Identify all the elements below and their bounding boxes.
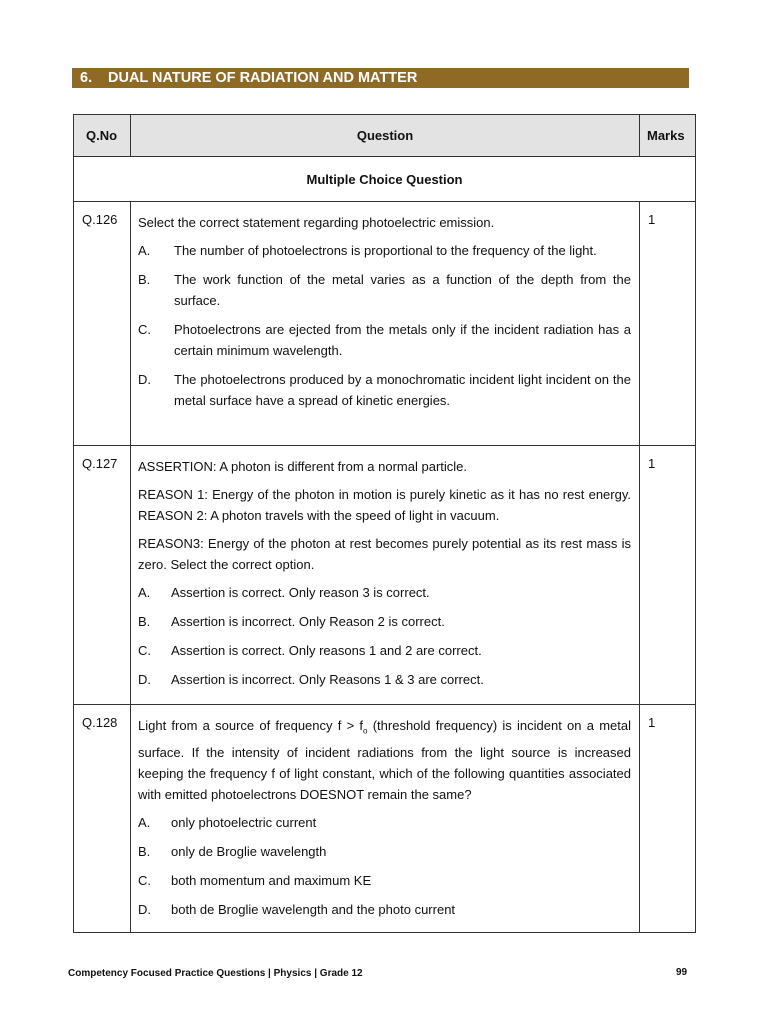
option-text: only photoelectric current: [171, 814, 317, 830]
option-label: B.: [138, 272, 151, 287]
question-body: [131, 705, 640, 933]
table-row: [74, 446, 696, 705]
option-text: Photoelectrons are ejected from the metals only if the incident radiation has a certain minimum wavelength.: [174, 322, 631, 358]
option-a: [138, 582, 631, 603]
table-header-row: [74, 115, 696, 157]
header-marks: Marks: [640, 115, 696, 157]
question-body: [131, 202, 640, 446]
assertion-text: ASSERTION: A photon is different from a normal particle.: [138, 459, 468, 474]
question-stem: [138, 715, 631, 805]
option-text: both momentum and maximum KE: [171, 872, 372, 888]
question-number: Q.126: [74, 202, 131, 446]
option-text: Assertion is incorrect. Only Reason 2 is correct.: [171, 614, 445, 629]
option-label: A.: [138, 585, 151, 600]
section-title: Multiple Choice Question: [74, 157, 696, 202]
option-label: C.: [138, 872, 151, 888]
questions-table: [73, 114, 696, 933]
option-b: [138, 611, 631, 632]
subscript: o: [363, 726, 368, 736]
header-question: Question: [131, 115, 640, 157]
option-d: [138, 369, 631, 411]
question-number: Q.128: [74, 705, 131, 933]
option-text: Assertion is correct. Only reasons 1 and 2 are correct.: [171, 643, 482, 658]
option-label: D.: [138, 672, 151, 687]
option-label: A.: [138, 814, 151, 830]
option-label: C.: [138, 643, 151, 658]
option-c: [138, 319, 631, 361]
question-marks: 1: [640, 705, 696, 933]
reason-text: REASON 1: Energy of the photon in motion is purely kinetic as it has no rest energy. REASON 2: A photon travels with the speed of light in vacuum.: [138, 487, 631, 523]
chapter-title: DUAL NATURE OF RADIATION AND MATTER: [108, 70, 418, 86]
question-stem: Select the correct statement regarding photoelectric emission.: [138, 215, 495, 230]
section-row: [74, 157, 696, 202]
table-row: [74, 202, 696, 446]
option-text: The number of photoelectrons is proportional to the frequency of the light.: [174, 243, 597, 258]
option-label: B.: [138, 614, 151, 629]
option-d: [138, 669, 631, 690]
header-qno: Q.No: [74, 115, 131, 157]
option-text: Assertion is correct. Only reason 3 is correct.: [171, 585, 430, 600]
option-label: C.: [138, 322, 151, 337]
table-row: [74, 705, 696, 933]
page-number: 99: [676, 967, 688, 978]
option-text: The photoelectrons produced by a monochromatic incident light incident on the metal surface have a spread of kinetic energies.: [174, 372, 631, 408]
option-label: A.: [138, 243, 151, 258]
option-c: [138, 870, 631, 891]
footer-text: Competency Focused Practice Questions | Physics | Grade 12: [68, 968, 363, 979]
question-marks: 1: [640, 202, 696, 446]
option-a: [138, 240, 631, 261]
chapter-heading: [72, 68, 689, 88]
option-text: both de Broglie wavelength and the photo current: [171, 901, 456, 917]
option-text: Assertion is incorrect. Only Reasons 1 & 3 are correct.: [171, 672, 484, 687]
option-label: B.: [138, 843, 151, 859]
question-marks: 1: [640, 446, 696, 705]
option-text: only de Broglie wavelength: [171, 843, 327, 859]
chapter-number: 6.: [80, 70, 93, 86]
question-body: [131, 446, 640, 705]
reason-text: REASON3: Energy of the photon at rest becomes purely potential as its rest mass is zero. Select the correct option.: [138, 536, 631, 572]
stem-text: (threshold frequency) is incident on a metal surface. If the intensity of incident radiations from the light source is increased keeping the frequency f of light constant, which of the following quantities associated with emitted photoelectrons DOESNOT remain the same?: [138, 718, 631, 802]
question-number: Q.127: [74, 446, 131, 705]
option-d: [138, 899, 631, 920]
stem-text: Light from a source of frequency f > f: [138, 718, 364, 733]
option-text: The work function of the metal varies as a function of the depth from the surface.: [174, 272, 631, 308]
option-b: [138, 841, 631, 862]
option-b: [138, 269, 631, 311]
option-a: [138, 812, 631, 833]
option-c: [138, 640, 631, 661]
option-label: D.: [138, 372, 151, 387]
option-label: D.: [138, 901, 151, 917]
